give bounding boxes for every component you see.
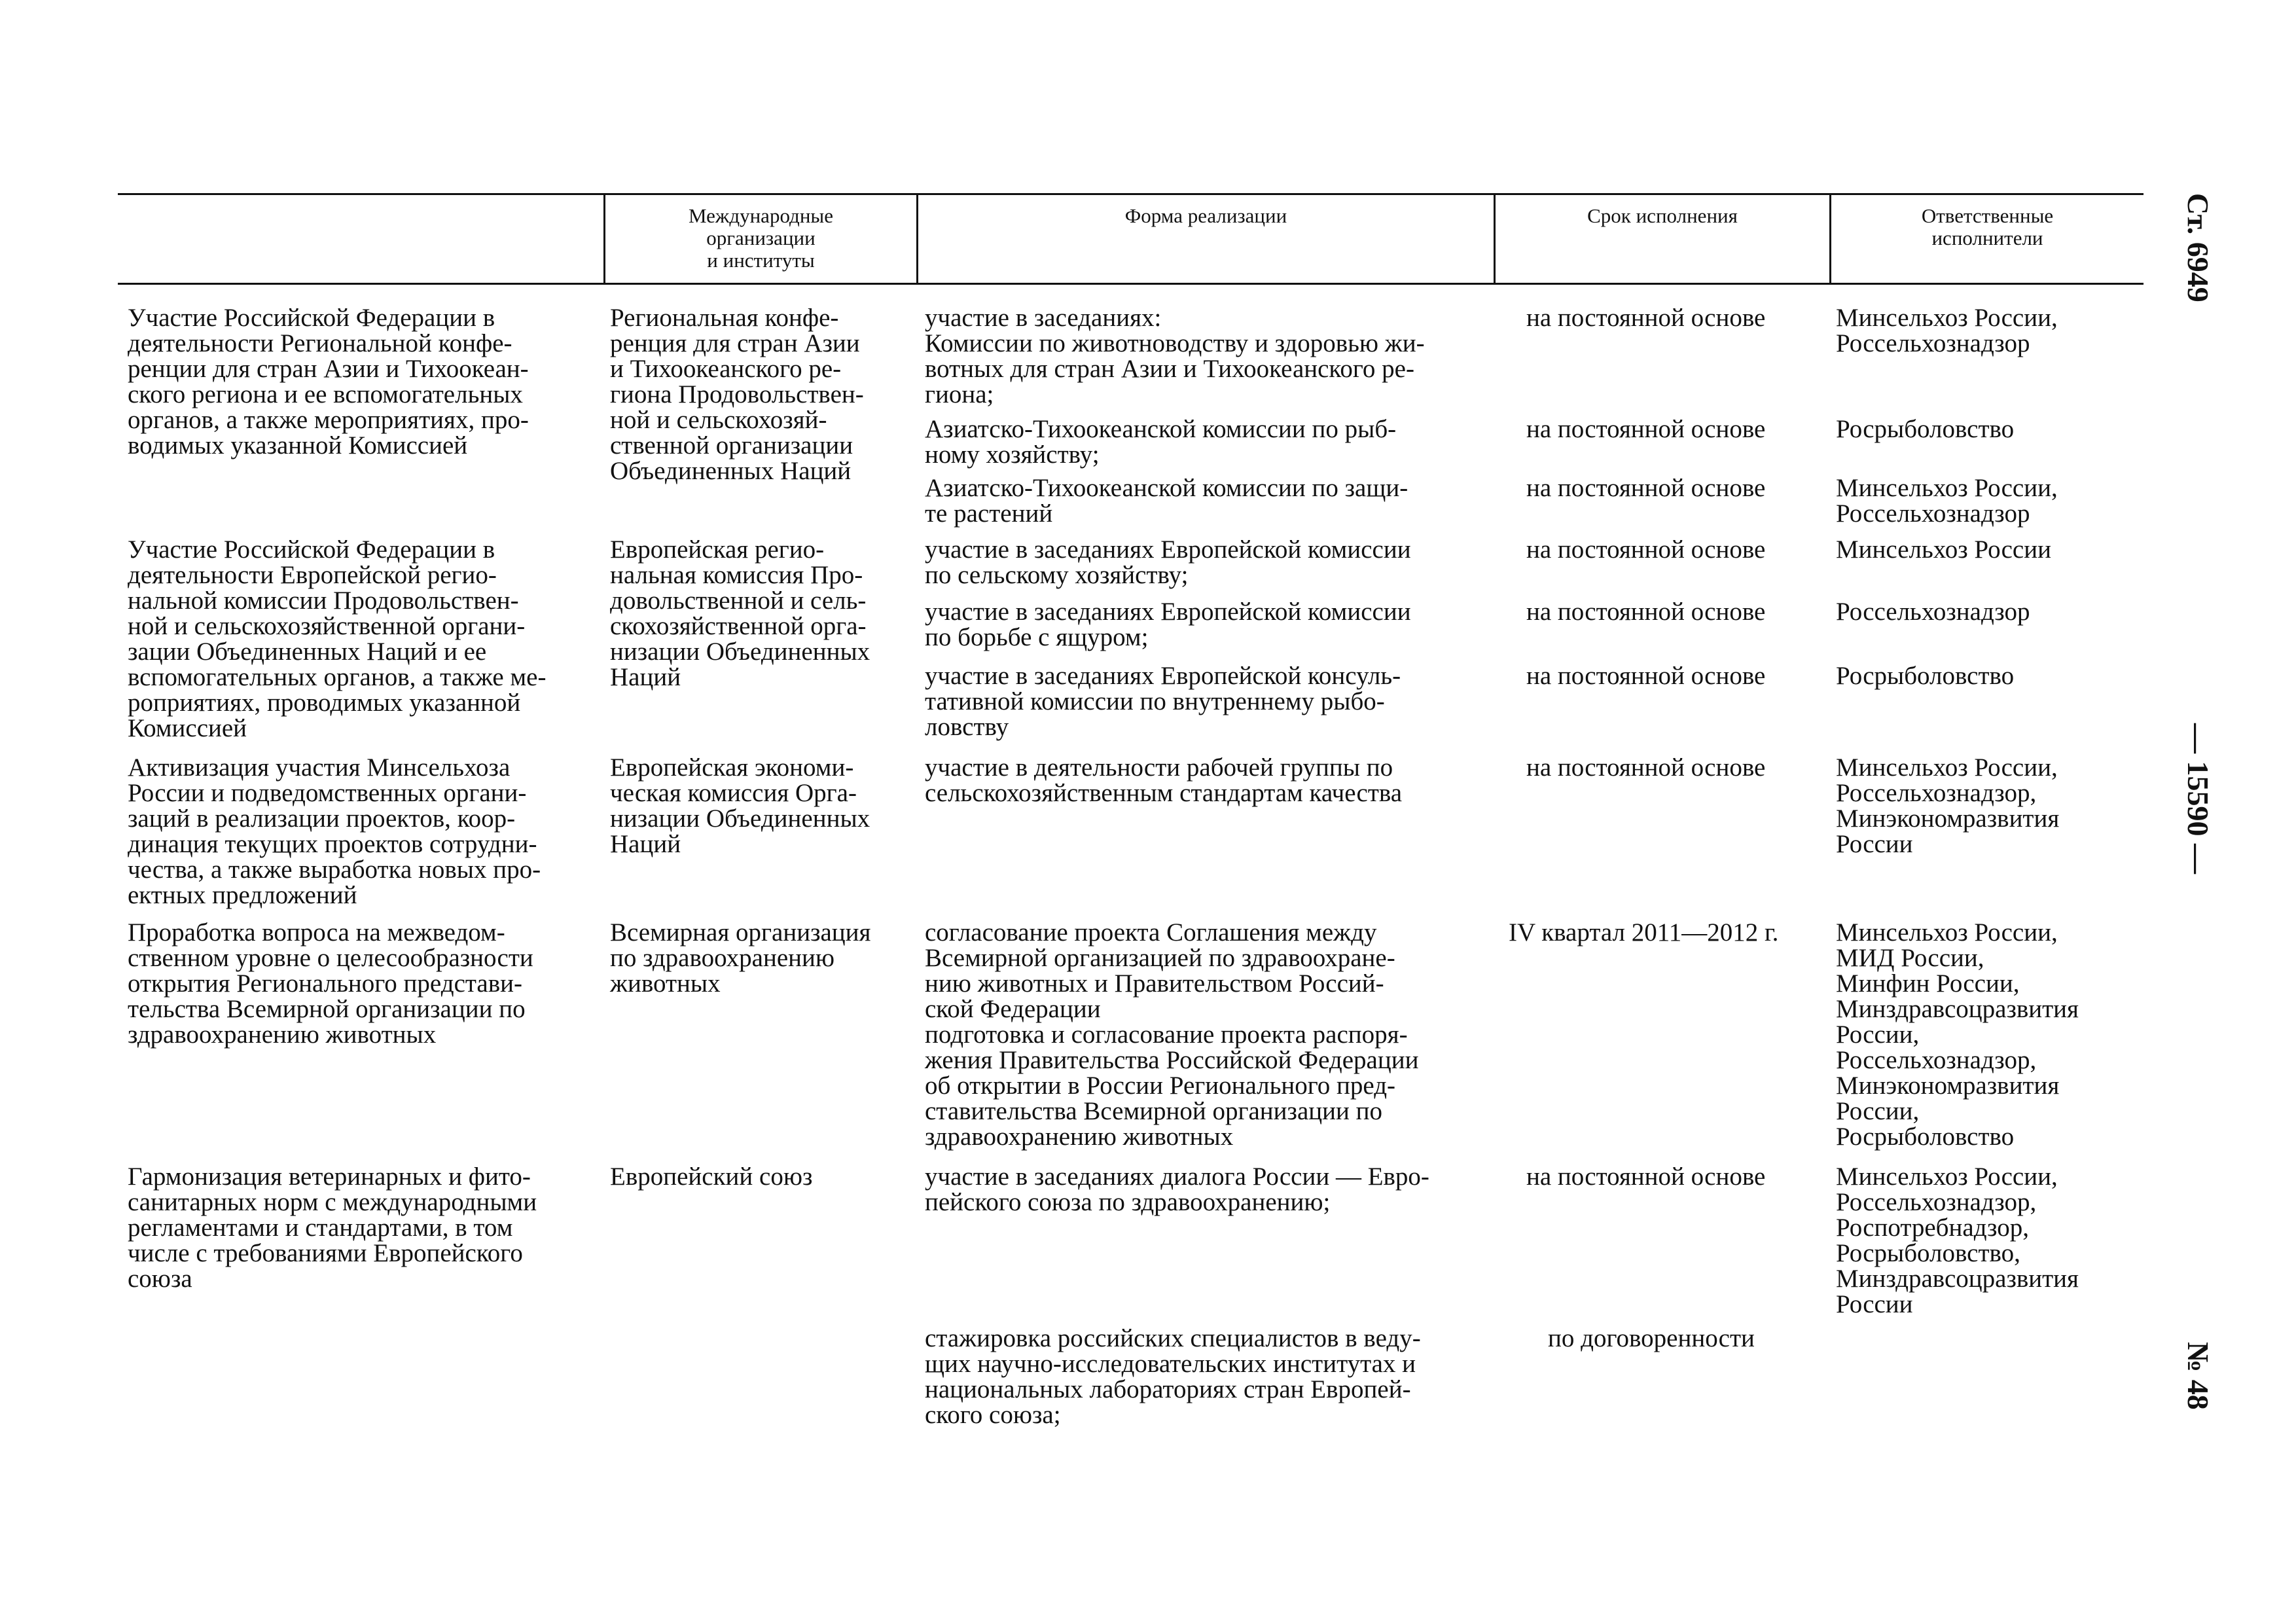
header-responsible: Ответственные исполнители: [1921, 204, 2054, 249]
row-3-term-1: на постоянной основе: [1526, 753, 1766, 782]
row-1-activity: Участие Российской Федерации в деятельности Региональной конфе- ренции для стран Азии и Тихоокеан- ского региона и ее вспомогательных органов, а также мероприятиях, про- водимых указанной Комиссией: [128, 304, 529, 460]
row-4-activity: Проработка вопроса на межведом- ственном уровне о целесообразности открытия Регионального представи- тельства Всемирной организации по здравоохранению животных: [128, 918, 533, 1049]
row-2-form-3: участие в заседаниях Европейской консуль- тативной комиссии по внутреннему рыбо- ловству: [925, 662, 1401, 741]
header-form: Форма реализации: [1124, 204, 1287, 227]
row-3-resp-1: Минсельхоз России, Россельхознадзор, Минэкономразвития России: [1836, 753, 2060, 858]
row-5-activity: Гармонизация ветеринарных и фито- санитарных норм с международными регламентами и стандартами, в том числе с требованиями Европейского союза: [128, 1163, 537, 1293]
row-2-term-2: на постоянной основе: [1526, 598, 1766, 626]
row-5-term-2: по договоренности: [1548, 1324, 1755, 1352]
table-header-bottom-rule: [118, 283, 2144, 285]
row-2-activity: Участие Российской Федерации в деятельности Европейской регио- нальной комиссии Продовольствен- ной и сельскохозяйственной органи- зации Объединенных Наций и ее вспомогательных органов, а также ме- роприятиях, проводимых указанной Комиссией: [128, 535, 547, 742]
header-organizations: Международные организации и институты: [688, 204, 833, 272]
table-top-rule: [118, 193, 2144, 195]
row-2-org: Европейская регио- нальная комиссия Про- довольственной и сель- скохозяйственной орга- низации Объединенных Наций: [610, 535, 870, 691]
row-1-form-2: Азиатско-Тихоокеанской комиссии по рыб- ному хозяйству;: [925, 415, 1397, 469]
row-5-term-1: на постоянной основе: [1526, 1163, 1766, 1191]
row-1-form-1: участие в заседаниях: Комиссии по животноводству и здоровью жи- вотных для стран Азии и Тихоокеанского ре- гиона;: [925, 304, 1425, 408]
header-term: Срок исполнения: [1587, 204, 1738, 227]
row-4-resp-1: Минсельхоз России, МИД России, Минфин России, Минздравсоцразвития России, Россельхознадзор, Минэкономразвития России, Росрыболовство: [1836, 918, 2079, 1151]
row-2-term-1: на постоянной основе: [1526, 535, 1766, 564]
sheet-number: Ст. 6949: [2181, 193, 2215, 302]
row-2-resp-3: Росрыболовство: [1836, 662, 2015, 690]
issue-number: № 48: [2181, 1342, 2215, 1410]
page-number: — 15590 —: [2181, 723, 2215, 874]
row-4-org: Всемирная организация по здравоохранению животных: [610, 918, 871, 998]
row-1-term-2: на постоянной основе: [1526, 415, 1766, 443]
row-1-org: Региональная конфе- ренция для стран Азии и Тихоокеанского ре- гиона Продовольствен- ной и сельскохозяй- ственной организации Объединенных Наций: [610, 304, 864, 485]
row-3-org: Европейская экономи- ческая комиссия Орга- низации Объединенных Наций: [610, 753, 870, 858]
row-2-form-2: участие в заседаниях Европейской комиссии по борьбе с ящуром;: [925, 598, 1411, 651]
row-1-resp-3: Минсельхоз России, Россельхознадзор: [1836, 474, 2058, 528]
row-2-term-3: на постоянной основе: [1526, 662, 1766, 690]
row-2-form-1: участие в заседаниях Европейской комиссии по сельскому хозяйству;: [925, 535, 1411, 589]
row-4-form-1: согласование проекта Соглашения между Всемирной организацией по здравоохране- нию животных и Правительством Россий- ской Федерации подготовка и согласование проекта распоря- жения Правительства Российской Федерации об открытии в России Регионального пред- ставительства Всемирной организации по здравоохранению животных: [925, 918, 1419, 1151]
row-3-form-1: участие в деятельности рабочей группы по сельскохозяйственным стандартам качества: [925, 753, 1403, 807]
row-5-resp-1: Минсельхоз России, Россельхознадзор, Роспотребнадзор, Росрыболовство, Минздравсоцразвития России: [1836, 1163, 2079, 1318]
row-3-activity: Активизация участия Минсельхоза России и подведомственных органи- заций в реализации проектов, коор- динация текущих проектов сотрудни- чества, а также выработка новых про- ектных предложений: [128, 753, 541, 909]
row-1-term-1: на постоянной основе: [1526, 304, 1766, 332]
row-2-resp-1: Минсельхоз России: [1836, 535, 2051, 564]
row-1-resp-2: Росрыболовство: [1836, 415, 2015, 443]
row-2-resp-2: Россельхознадзор: [1836, 598, 2030, 626]
row-5-org: Европейский союз: [610, 1163, 813, 1191]
row-5-form-2: стажировка российских специалистов в веду- щих научно-исследовательских институтах и национальных лабораториях стран Европей- ского союза;: [925, 1324, 1421, 1429]
row-1-term-3: на постоянной основе: [1526, 474, 1766, 502]
row-4-term-1: IV квартал 2011—2012 г.: [1509, 918, 1779, 947]
row-5-form-1: участие в заседаниях диалога России — Евро- пейского союза по здравоохранению;: [925, 1163, 1429, 1216]
row-1-form-3: Азиатско-Тихоокеанской комиссии по защи- те растений: [925, 474, 1408, 528]
row-1-resp-1: Минсельхоз России, Россельхознадзор: [1836, 304, 2058, 357]
